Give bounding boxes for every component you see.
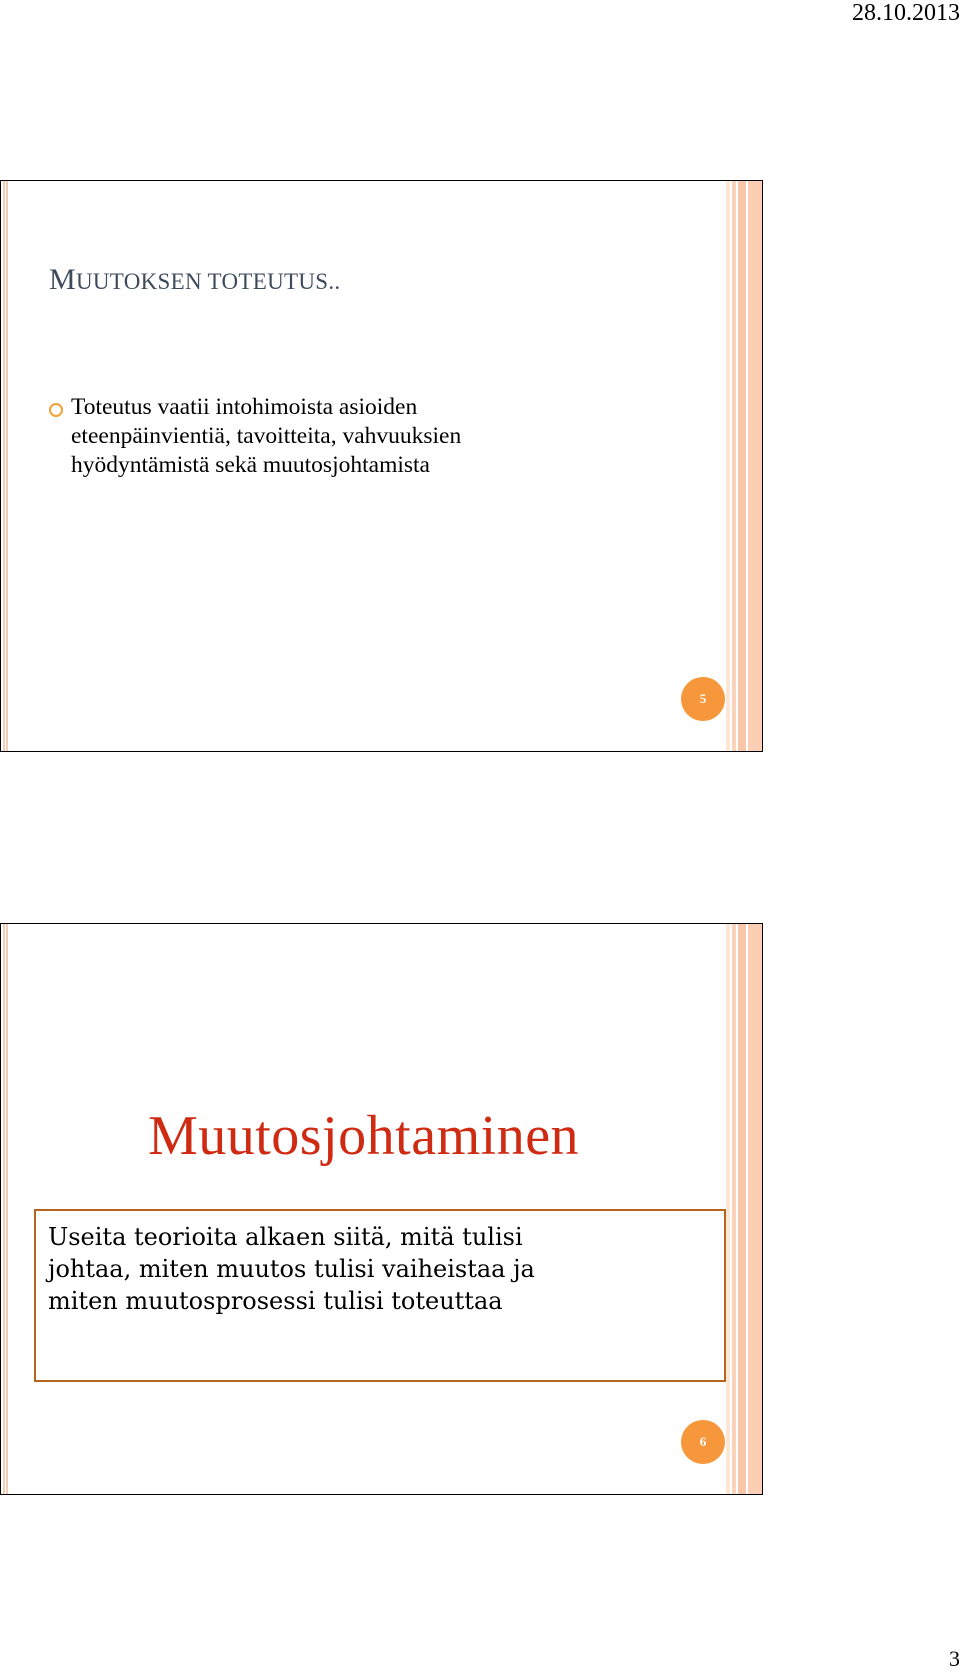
slide-title: Muutosjohtaminen	[147, 1105, 580, 1167]
page-number: 3	[949, 1646, 960, 1671]
slide-number-badge: 5	[681, 677, 725, 721]
slide-body-text: Useita teorioita alkaen siitä, mitä tulisi johtaa, miten muutos tulisi vaiheistaa ja miten muutosprosessi tulisi toteuttaa	[48, 1223, 535, 1315]
slide-left-stripe	[3, 924, 9, 1494]
slide-title-initial: M	[49, 263, 76, 296]
slide-6	[0, 923, 763, 1495]
print-date: 28.10.2013	[852, 0, 960, 26]
slide-text-box	[34, 1209, 726, 1382]
slide-number-badge: 6	[681, 1420, 725, 1464]
slide-title-rest: UUTOKSEN TOTEUTUS..	[75, 269, 341, 294]
bullet-item	[49, 393, 689, 480]
slide-right-stripes	[726, 924, 762, 1494]
bullet-text: Toteutus vaatii intohimoista asioiden eteenpäinvientiä, tavoitteita, vahvuuksien hyödyntämistä sekä muutosjohtamista	[71, 394, 462, 478]
slide-title	[49, 263, 340, 297]
bullet-circle-icon	[49, 403, 63, 417]
slide-5	[0, 180, 763, 752]
slide-right-stripes	[726, 181, 762, 751]
slide-left-stripe	[3, 181, 9, 751]
